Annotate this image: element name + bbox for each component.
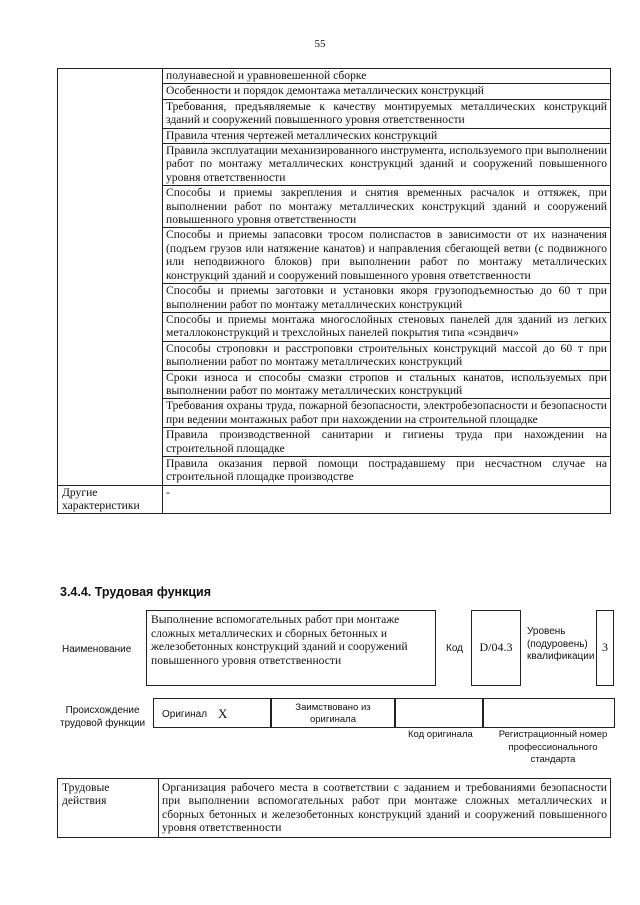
- reg-number-label: Регистрационный номер профессионального стандарта: [498, 729, 608, 765]
- knowledge-item: Правила оказания первой помощи пострадавшему при несчастном случае на строительной площадке производстве: [163, 456, 611, 485]
- knowledge-item: Правила производственной санитарии и гигиены труда при нахождении на строительной площадке: [163, 428, 611, 457]
- reg-number-cell: [483, 698, 615, 728]
- section-title: 3.4.4. Трудовая функция: [60, 585, 212, 599]
- function-code-value: D/04.3: [471, 610, 521, 686]
- knowledge-item: Требования охраны труда, пожарной безопасности, электробезопасности и безопасности при ведении монтажных работ при нахождении на строительной площадке: [163, 399, 611, 428]
- knowledge-table: [57, 68, 611, 514]
- knowledge-item: Способы и приемы монтажа многослойных стеновых панелей для зданий из легких металлоконструкций и трехслойных панелей покрытия типа «сэндвич»: [163, 312, 611, 341]
- code-original-cell: [395, 698, 483, 728]
- knowledge-item: Способы строповки и расстроповки строительных конструкций массой до 60 т при выполнении работ по монтажу металлических конструкций: [163, 341, 611, 370]
- knowledge-item: Правила эксплуатации механизированного инструмента, используемого при выполнении работ по монтажу металлических конструкций зданий и сооружений повышенного уровня ответственности: [163, 144, 611, 186]
- knowledge-item: полунавесной и уравновешенной сборке: [163, 69, 611, 84]
- original-cell: [153, 698, 271, 728]
- level-value: 3: [596, 610, 614, 686]
- original-label: Оригинал: [162, 709, 208, 720]
- knowledge-item: Требования, предъявляемые к качеству монтируемых металлических конструкций зданий и сооружений повышенного уровня ответственности: [163, 99, 611, 128]
- function-name-value: Выполнение вспомогательных работ при монтаже сложных металлических и сборных бетонных и железобетонных конструкций зданий и сооружений повышенного уровня ответственности: [146, 610, 436, 686]
- original-mark: X: [218, 706, 228, 721]
- other-characteristics-value: -: [163, 485, 611, 513]
- knowledge-label-cell: [58, 69, 163, 486]
- origin-label: Происхождение трудовой функции: [60, 705, 146, 729]
- other-characteristics-label: Другие характеристики: [58, 485, 163, 513]
- code-label: Код: [446, 643, 464, 654]
- knowledge-item: Способы и приемы запасовки тросом полиспастов в зависимости от их назначения (подъем грузов или натяжение канатов) и направления сбегающей ветви (с подвижного или неподвижного блоков) при выполнении работ по монтажу металлических конструкций зданий и сооружений повышенного уровня ответственности: [163, 228, 611, 284]
- origin-row: [153, 698, 615, 728]
- knowledge-item: Правила чтения чертежей металлических конструкций: [163, 128, 611, 143]
- code-original-label: Код оригинала: [408, 729, 473, 740]
- actions-label: Трудовые действия: [58, 779, 159, 838]
- knowledge-item: Способы и приемы закрепления и снятия временных расчалок и оттяжек, при выполнении работ по монтажу металлических конструкций зданий и сооружений повышенного уровня ответственности: [163, 186, 611, 228]
- knowledge-item: Способы и приемы заготовки и установки якоря грузоподъемностью до 60 т при выполнении работ по монтажу металлических конструкций: [163, 284, 611, 313]
- name-label: Наименование: [62, 644, 132, 655]
- knowledge-item: Сроки износа и способы смазки стропов и стальных канатов, используемых при выполнении работ по монтажу металлических конструкций: [163, 370, 611, 399]
- borrowed-label: Заимствовано из оригинала: [271, 698, 395, 728]
- level-label: Уровень (подуровень) квалификации: [527, 626, 595, 662]
- actions-table: [57, 778, 611, 838]
- page-number: 55: [314, 38, 326, 50]
- knowledge-item: Особенности и порядок демонтажа металлических конструкций: [163, 84, 611, 99]
- actions-value: Организация рабочего места в соответствии с заданием и требованиями безопасности при выполнении вспомогательных работ при монтаже сложных металлических и сборных бетонных и железобетонных конструкций зданий и сооружений повышенного уровня ответственности: [159, 779, 611, 838]
